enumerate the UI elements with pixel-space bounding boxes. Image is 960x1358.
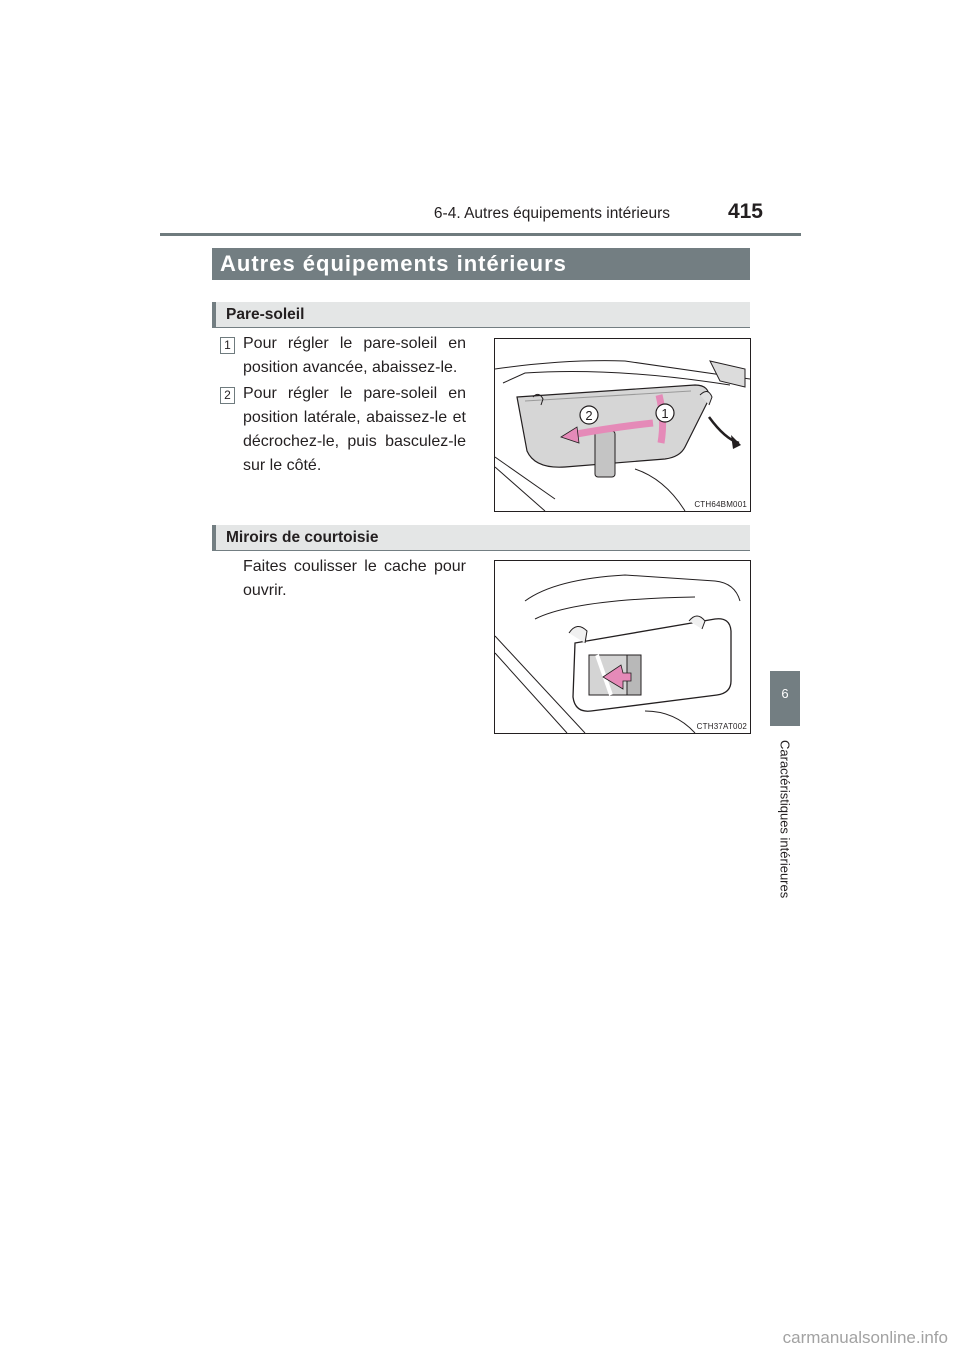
sun-visor-illustration-code: CTH64BM001 <box>694 500 747 509</box>
sun-visor-drawing <box>495 339 750 511</box>
step-number-1: 1 <box>220 337 235 354</box>
chapter-number: 6 <box>781 686 789 701</box>
main-title: Autres équipements intérieurs <box>212 248 750 280</box>
chapter-title: Caractéristiques intérieures <box>777 740 793 899</box>
sun-visor-step-1-text: Pour régler le pare-soleil en position avancée, abaissez-le. <box>243 335 466 376</box>
vanity-mirror-illustration <box>494 560 751 734</box>
page-number: 415 <box>727 200 763 223</box>
sun-visor-illustration <box>494 338 751 512</box>
callout-1: 1 <box>661 406 669 421</box>
chapter-title-vertical <box>770 740 800 930</box>
vanity-mirror-illustration-code: CTH37AT002 <box>696 722 747 731</box>
vanity-mirror-text: Faites coulisser le cache pour ouvrir. <box>243 558 466 599</box>
callout-2: 2 <box>585 408 593 423</box>
sun-visor-heading: Pare-soleil <box>212 302 750 328</box>
vanity-mirror-heading: Miroirs de courtoisie <box>212 525 750 551</box>
step-number-2: 2 <box>220 387 235 404</box>
running-header-section: 6-4. Autres équipements intérieurs <box>433 205 670 222</box>
header-rule <box>160 233 801 236</box>
vanity-mirror-drawing <box>495 561 750 733</box>
watermark: carmanualsonline.info <box>782 1328 948 1347</box>
sun-visor-step-2-text: Pour régler le pare-soleil en position latérale, abaissez-le et décrochez-le, puis basculez-le sur le côté. <box>243 385 466 474</box>
